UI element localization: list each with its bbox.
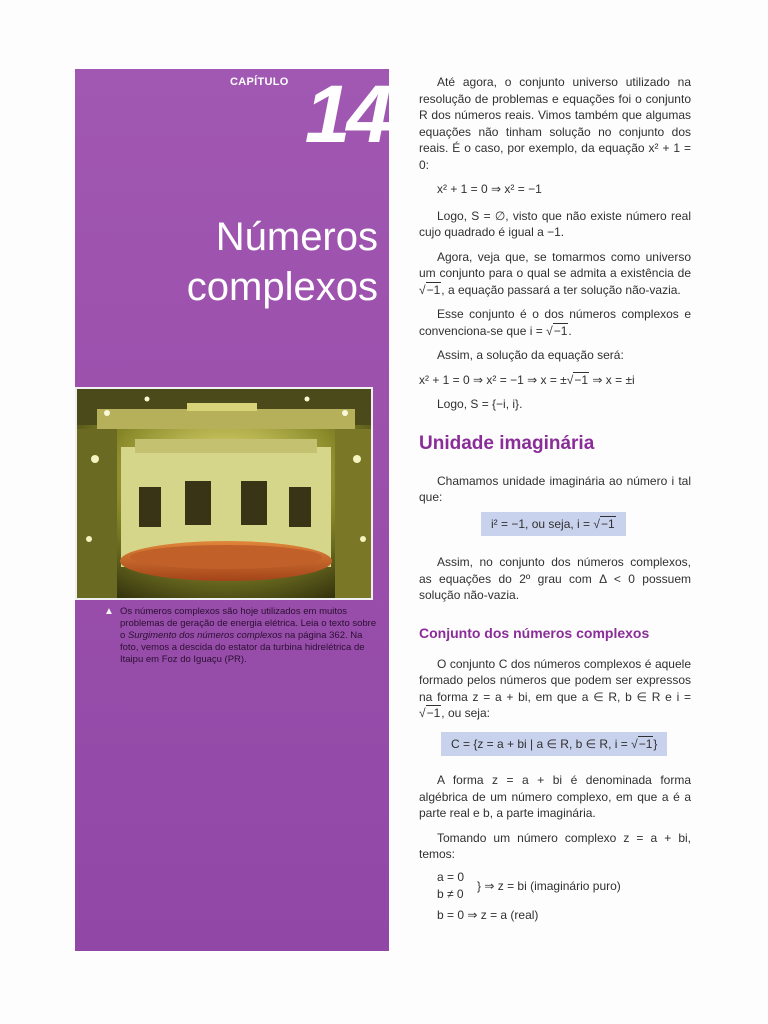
complex-set-paragraph-1: O conjunto C dos números complexos é aquele formado pelos números que podem ser expressos na forma z = a + bi, em que a ∈ R, b ∈ R e i = √−1, ou seja:: [419, 656, 691, 720]
chapter-title-line2: complexos: [186, 265, 378, 309]
intro-eq2-a: x² + 1 = 0 ⇒ x² = −1 ⇒ x = ±: [419, 372, 567, 387]
complex-set-paragraph-2: A forma z = a + bi é denominada forma algébrica de um número complexo, em que a é a parte real e b, a parte imaginária.: [419, 773, 691, 820]
complex-p1-a: O conjunto C dos números complexos é aquele formado pelos números que podem ser expressos na forma z = a + bi, em que a ∈ R, b ∈ R e i =: [419, 656, 691, 704]
imaginary-unit-paragraph-1: Chamamos unidade imaginária ao número i tal que:: [419, 473, 691, 504]
triangle-bullet-icon: ▲: [104, 606, 114, 617]
intro-paragraph-3: Agora, veja que, se tomarmos como universo um conjunto para o qual se admita a existência de √−1, a equação passará a ter solução não-vazia.: [419, 249, 691, 297]
intro-equation-1: x² + 1 = 0 ⇒ x² = −1: [437, 182, 542, 196]
intro-p3-b: , a equação passará a ter solução não-vazia.: [441, 282, 681, 297]
intro-p3-sqrt: −1: [426, 282, 441, 297]
complex-set-paragraph-3: Tomando um número complexo z = a + bi, temos:: [419, 830, 691, 861]
condition-a-zero: a = 0: [437, 869, 465, 884]
imaginary-unit-definition-box: i² = −1, ou seja, i = √−1: [481, 512, 626, 537]
caption-text-part2: na página 362. Na foto, vemos a descida do estator da turbina hidrelétrica de Itaipu em Foz do Iguaçu (PR).: [120, 630, 365, 665]
condition-b-nonzero: b ≠ 0: [437, 886, 464, 901]
complex-set-box-row: [419, 732, 691, 757]
intro-p4-b: .: [568, 323, 572, 338]
chapter-label: CAPÍTULO: [230, 76, 289, 88]
complex-box-b: }: [653, 736, 658, 751]
pure-imaginary-result: } ⇒ z = bi (imaginário puro): [477, 878, 621, 893]
intro-paragraph-4: Esse conjunto é o dos números complexos e convenciona-se que i = √−1.: [419, 307, 691, 338]
imaginary-unit-paragraph-2: Assim, no conjunto dos números complexos, as equações do 2º grau com Δ < 0 possuem solução não-vazia.: [419, 555, 691, 602]
turbine-photo: [75, 387, 373, 600]
pure-imaginary-condition: [419, 869, 691, 903]
imaginary-box-a: i² = −1, ou seja, i =: [491, 516, 594, 531]
intro-eq2-b: ⇒ x = ±i: [589, 372, 635, 387]
caption-text-italic: Surgimento dos números complexos: [127, 630, 283, 641]
main-text-column: [419, 74, 691, 923]
imaginary-unit-box-row: [419, 512, 691, 537]
intro-paragraph-6: Logo, S = {−i, i}.: [437, 397, 523, 411]
intro-eq2-sqrt: −1: [574, 372, 589, 387]
intro-paragraph-5: Assim, a solução da equação será:: [437, 348, 624, 362]
complex-p1-sqrt: −1: [426, 706, 441, 720]
complex-p1-b: , ou seja:: [441, 706, 490, 720]
turbine-photo-illustration: [77, 389, 373, 600]
photo-caption: [104, 606, 378, 666]
section-heading-complex-set: Conjunto dos números complexos: [419, 624, 650, 641]
chapter-title-line1: Números: [215, 215, 378, 259]
intro-paragraph-1: Até agora, o conjunto universo utilizado na resolução de problemas e equações foi o conjunto R dos números reais. Vimos também que algumas equações não tinham solução no conjunto dos reais. É o caso, por exemplo, da equação x² + 1 = 0:: [419, 75, 691, 172]
chapter-number: 14: [304, 69, 388, 160]
chapter-title: [110, 212, 378, 312]
intro-p4-a: Esse conjunto é o dos números complexos e convenciona-se que i =: [419, 307, 691, 338]
real-number-condition: b = 0 ⇒ z = a (real): [437, 907, 539, 922]
complex-set-definition-box: C = {z = a + bi | a ∈ R, b ∈ R, i = √−1}: [441, 732, 667, 757]
section-heading-imaginary-unit: Unidade imaginária: [419, 432, 595, 454]
imaginary-box-sqrt: −1: [601, 516, 615, 531]
intro-p3-a: Agora, veja que, se tomarmos como universo um conjunto para o qual se admita a existência de: [419, 249, 691, 280]
intro-p4-sqrt: −1: [553, 323, 568, 338]
intro-equation-2: x² + 1 = 0 ⇒ x² = −1 ⇒ x = ±√−1 ⇒ x = ±i: [419, 372, 635, 387]
complex-box-a: C = {z = a + bi | a ∈ R, b ∈ R, i =: [451, 736, 632, 751]
intro-paragraph-2: Logo, S = ∅, visto que não existe número real cujo quadrado é igual a −1.: [419, 208, 691, 239]
caption-text-part1: Os números complexos são hoje utilizados em muitos problemas de geração de energia elétrica. Leia o texto sobre o: [120, 606, 377, 641]
complex-box-sqrt: −1: [638, 736, 653, 751]
